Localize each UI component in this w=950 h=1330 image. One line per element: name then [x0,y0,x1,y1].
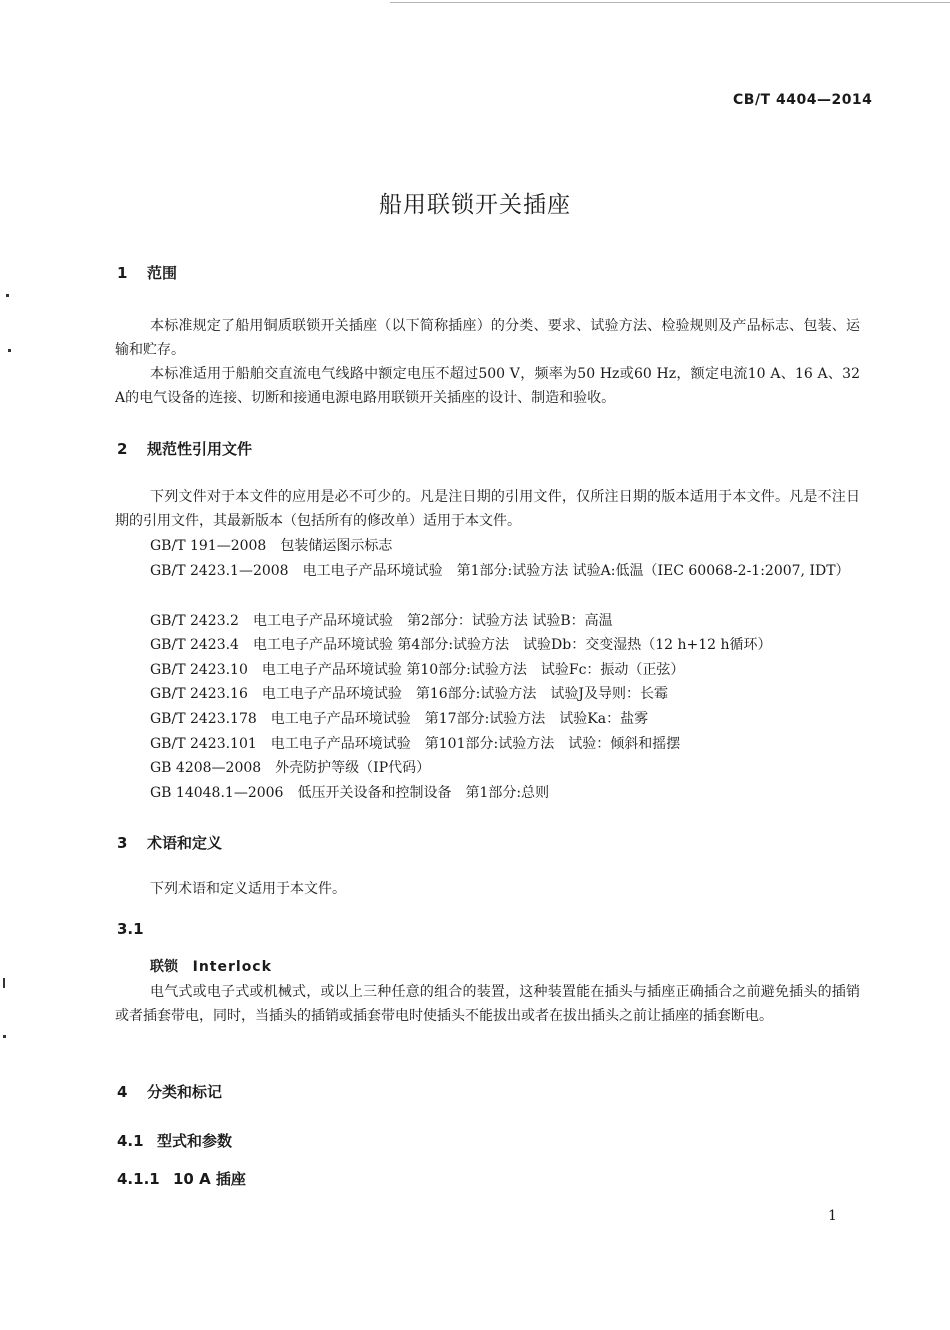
section-number: 4.1.1 [117,1170,160,1188]
page-number: 1 [828,1208,837,1224]
term-definition: 电气式或电子式或机械式，或以上三种任意的组合的装置，这种装置能在插头与插座正确插合之前避免插头的插销或者插套带电，同时，当插头的插销或插套带电时使插头不能拔出或者在拔出插头之前让插座的插套断电。 [115,984,860,1024]
reference-item: GB 4208—2008 外壳防护等级（IP代码） [150,760,431,776]
section-title: 范围 [147,264,178,282]
reference-item: GB/T 2423.4 电工电子产品环境试验 第4部分:试验方法 试验Db：交变湿热（12 h+12 h循环） [150,637,772,653]
scan-mark [3,1035,6,1038]
section-title: 分类和标记 [147,1083,223,1101]
section-title: 规范性引用文件 [147,440,253,458]
reference-item: GB/T 2423.10 电工电子产品环境试验 第10部分:试验方法 试验Fc：振动（正弦） [150,662,685,678]
paragraph: 下列术语和定义适用于本文件。 [150,881,346,897]
reference-item: GB/T 2423.101 电工电子产品环境试验 第101部分:试验方法 试验：倾斜和摇摆 [150,736,681,752]
reference-item: GB/T 191—2008 包装储运图示标志 [150,538,393,554]
section-number: 3 [117,834,128,852]
section-title: 术语和定义 [147,834,223,852]
section-number: 1 [117,264,128,282]
paragraph: 本标准规定了船用铜质联锁开关插座（以下简称插座）的分类、要求、试验方法、检验规则及产品标志、包装、运输和贮存。 [115,318,860,358]
section-heading-4 [117,1081,222,1102]
reference-item: GB/T 2423.16 电工电子产品环境试验 第16部分:试验方法 试验J及导则：长霉 [150,686,669,702]
section-number: 4.1 [117,1132,144,1150]
reference-item: GB/T 2423.1—2008 电工电子产品环境试验 第1部分:试验方法 试验A:低温（IEC 60068-2-1:2007, IDT） [150,563,850,579]
term-english: Interlock [192,959,272,975]
term-chinese: 联锁 [150,959,178,975]
reference-item: GB/T 2423.2 电工电子产品环境试验 第2部分：试验方法 试验B：高温 [150,613,613,629]
document-title: 船用联锁开关插座 [379,192,571,218]
section-heading-2 [117,438,252,459]
scan-mark [6,294,9,297]
section-number: 2 [117,440,128,458]
subsection-heading-4-1-1 [117,1168,246,1189]
scan-edge-line [390,2,950,3]
paragraph: 本标准适用于船舶交直流电气线路中额定电压不超过500 V，频率为50 Hz或60 Hz，额定电流10 A、16 A、32 A的电气设备的连接、切断和接通电源电路用联锁开关插座的设计、制造和验收。 [115,366,860,406]
scan-mark [8,349,11,352]
scan-mark [3,978,5,988]
paragraph: 下列文件对于本文件的应用是必不可少的。凡是注日期的引用文件，仅所注日期的版本适用于本文件。凡是不注日期的引用文件，其最新版本（包括所有的修改单）适用于本文件。 [115,489,860,529]
section-number: 4 [117,1083,128,1101]
reference-item: GB/T 2423.178 电工电子产品环境试验 第17部分:试验方法 试验Ka：盐雾 [150,711,649,727]
standard-code: CB/T 4404—2014 [733,92,873,108]
reference-item: GB 14048.1—2006 低压开关设备和控制设备 第1部分:总则 [150,785,550,801]
section-heading-1 [117,262,177,283]
subsection-number-3-1: 3.1 [117,920,144,938]
section-title: 10 A 插座 [173,1170,246,1188]
section-title: 型式和参数 [157,1132,233,1150]
term-heading [150,956,272,976]
subsection-heading-4-1 [117,1130,232,1151]
section-heading-3 [117,832,222,853]
